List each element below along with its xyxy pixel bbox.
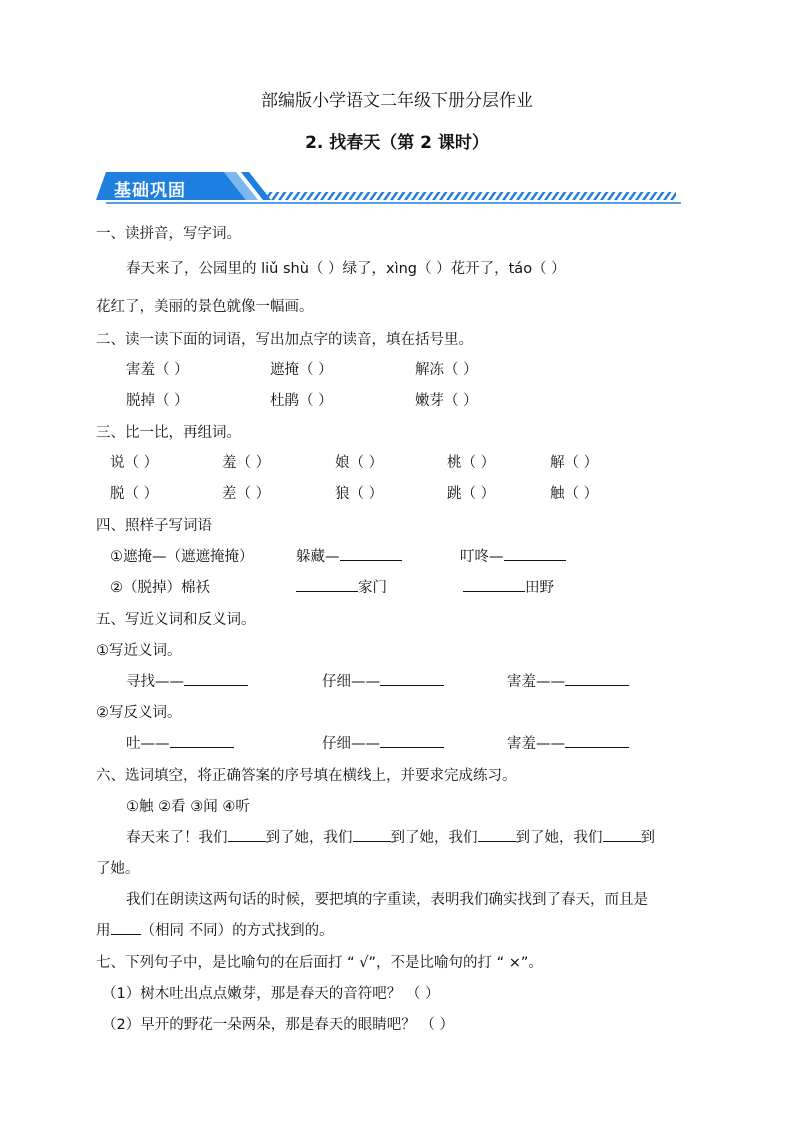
answer-blank[interactable] bbox=[353, 827, 391, 842]
q7-item: （1）树木吐出点点嫩芽，那是春天的音符吧？ （ ） bbox=[102, 986, 440, 1002]
q3-item: 娘（ ） bbox=[335, 455, 384, 471]
q6-paragraph-end: 用 （相同 不同）的方式找到的。 bbox=[96, 919, 334, 940]
answer-blank[interactable] bbox=[296, 577, 358, 592]
q7-heading: 七、下列句子中，是比喻句的在后面打 “ √”，不是比喻句的打 “ ×”。 bbox=[96, 955, 543, 971]
answer-blank[interactable] bbox=[463, 577, 525, 592]
q6-paragraph: 我们在朗读这两句话的时候，要把填的字重读，表明我们确实找到了春天，而且是 bbox=[126, 892, 648, 908]
q2-item: 嫩芽（ ） bbox=[415, 393, 478, 409]
q4-word-3: 家门 bbox=[296, 576, 387, 597]
q5-synonym-item: 寻找—— bbox=[126, 670, 248, 691]
section-banner bbox=[96, 170, 686, 206]
banner-hatch bbox=[261, 192, 676, 200]
answer-blank[interactable] bbox=[170, 733, 234, 748]
q1-line2: 花红了，美丽的景色就像一幅画。 bbox=[96, 299, 314, 315]
answer-blank[interactable] bbox=[380, 671, 444, 686]
q4-example-1: ①遮掩—（遮遮掩掩） bbox=[110, 549, 254, 565]
answer-blank[interactable] bbox=[504, 546, 566, 561]
q6-sentence: 春天来了！我们 到了她，我们 到了她，我们 到了她，我们 到 bbox=[126, 826, 655, 847]
answer-blank[interactable] bbox=[478, 827, 516, 842]
q4-heading: 四、照样子写词语 bbox=[96, 518, 212, 534]
document-title: 部编版小学语文二年级下册分层作业 bbox=[261, 91, 533, 111]
q4-word-4: 田野 bbox=[463, 576, 554, 597]
q3-item: 说（ ） bbox=[110, 455, 159, 471]
q5-synonym-item: 害羞—— bbox=[507, 670, 629, 691]
q2-item: 脱掉（ ） bbox=[126, 393, 189, 409]
q5-synonym-label: ①写近义词。 bbox=[96, 643, 182, 659]
q5-synonym-item: 仔细—— bbox=[322, 670, 444, 691]
q3-item: 狼（ ） bbox=[335, 486, 384, 502]
q5-antonym-item: 害羞—— bbox=[507, 732, 629, 753]
q2-item: 杜鹃（ ） bbox=[270, 393, 333, 409]
q6-heading: 六、选词填空，将正确答案的序号填在横线上，并要求完成练习。 bbox=[96, 768, 517, 784]
q6-sentence-end: 了她。 bbox=[96, 861, 140, 877]
q5-antonym-label: ②写反义词。 bbox=[96, 705, 182, 721]
answer-blank[interactable] bbox=[565, 733, 629, 748]
q2-item: 解冻（ ） bbox=[415, 362, 478, 378]
answer-blank[interactable] bbox=[565, 671, 629, 686]
answer-blank[interactable] bbox=[184, 671, 248, 686]
q2-item: 害羞（ ） bbox=[126, 362, 189, 378]
q4-word-1: 躲藏— bbox=[296, 545, 402, 566]
q5-heading: 五、写近义词和反义词。 bbox=[96, 612, 256, 628]
q3-item: 解（ ） bbox=[550, 455, 599, 471]
q3-heading: 三、比一比，再组词。 bbox=[96, 425, 241, 441]
lesson-subtitle: 2. 找春天（第 2 课时） bbox=[305, 133, 489, 153]
q1-line1: 春天来了，公园里的 liǔ shù（ ）绿了，xìng（ ）花开了，táo（ ） bbox=[126, 261, 566, 277]
q1-heading: 一、读拼音，写字词。 bbox=[96, 226, 241, 242]
q6-options: ①触 ②看 ③闻 ④听 bbox=[126, 799, 250, 815]
answer-blank[interactable] bbox=[111, 920, 141, 935]
answer-blank[interactable] bbox=[380, 733, 444, 748]
answer-blank[interactable] bbox=[228, 827, 266, 842]
q3-item: 桃（ ） bbox=[447, 455, 496, 471]
q4-example-2: ②（脱掉）棉袄 bbox=[110, 580, 210, 596]
q5-antonym-item: 仔细—— bbox=[322, 732, 444, 753]
answer-blank[interactable] bbox=[603, 827, 641, 842]
q3-item: 差（ ） bbox=[222, 486, 271, 502]
answer-blank[interactable] bbox=[340, 546, 402, 561]
q7-item: （2）早开的野花一朵两朵，那是春天的眼睛吧？ （ ） bbox=[102, 1017, 454, 1033]
q5-antonym-item: 吐—— bbox=[126, 732, 234, 753]
q3-item: 羞（ ） bbox=[222, 455, 271, 471]
q3-item: 跳（ ） bbox=[447, 486, 496, 502]
banner-label: 基础巩固 bbox=[114, 181, 186, 201]
q4-word-2: 叮咚— bbox=[460, 545, 566, 566]
q3-item: 脱（ ） bbox=[110, 486, 159, 502]
q2-item: 遮掩（ ） bbox=[270, 362, 333, 378]
q2-heading: 二、读一读下面的词语，写出加点字的读音，填在括号里。 bbox=[96, 332, 473, 348]
q3-item: 触（ ） bbox=[550, 486, 599, 502]
